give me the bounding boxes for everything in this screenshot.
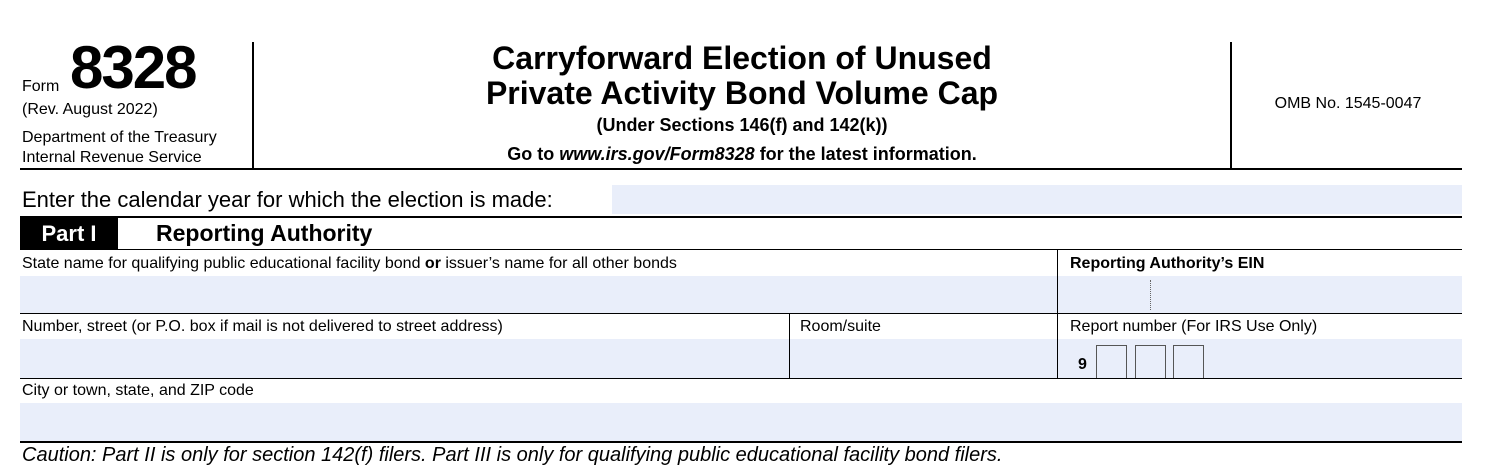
department-name: Department of the Treasury xyxy=(22,129,217,146)
calendar-year-input[interactable] xyxy=(612,185,1462,214)
part1-title: Reporting Authority xyxy=(156,220,373,246)
omb-number: OMB No. 1545-0047 xyxy=(1274,95,1422,112)
room-suite-label: Room/suite xyxy=(800,318,881,335)
state-name-label xyxy=(22,255,677,273)
ein-input[interactable] xyxy=(1058,276,1462,313)
part1-badge: Part I xyxy=(20,218,118,249)
form-number: 8328 xyxy=(70,34,196,101)
ein-separator xyxy=(1150,280,1151,310)
form-title-line2: Private Activity Bond Volume Cap xyxy=(485,75,999,111)
revision-date: (Rev. August 2022) xyxy=(22,101,158,118)
ein-label: Reporting Authority’s EIN xyxy=(1070,255,1265,272)
irs-form-link[interactable]: www.irs.gov/Form8328 xyxy=(559,144,755,164)
street-label: Number, street (or P.O. box if mail is not delivered to street address) xyxy=(22,318,503,335)
service-name: Internal Revenue Service xyxy=(22,149,202,166)
state-name-input[interactable] xyxy=(20,276,1057,313)
report-number-box-3 xyxy=(1173,345,1204,378)
part1-header-rule xyxy=(20,249,1462,250)
form-word: Form xyxy=(22,78,60,95)
city-input[interactable] xyxy=(20,403,1462,441)
state-name-label-or: or xyxy=(424,255,441,272)
room-suite-input[interactable] xyxy=(790,339,1057,378)
part1-bottom-rule xyxy=(20,441,1462,443)
form-subtitle: (Under Sections 146(f) and 142(k)) xyxy=(596,115,888,135)
report-number-box-1 xyxy=(1096,345,1127,378)
row1-bottom-rule xyxy=(20,313,1462,314)
city-label: City or town, state, and ZIP code xyxy=(22,382,254,399)
report-number-label: Report number (For IRS Use Only) xyxy=(1070,318,1318,335)
report-number-prefix: 9 xyxy=(1078,356,1087,373)
row2-bottom-rule xyxy=(20,378,1462,379)
state-name-label-a: State name for qualifying public educational facility bond xyxy=(22,255,425,272)
goto-suffix: for the latest information. xyxy=(754,144,977,164)
calendar-year-label: Enter the calendar year for which the election is made: xyxy=(22,187,553,212)
state-name-label-b: issuer’s name for all other bonds xyxy=(440,255,677,272)
goto-line xyxy=(254,144,1230,165)
goto-prefix: Go to xyxy=(507,144,560,164)
part1-top-rule xyxy=(20,216,1462,218)
report-number-box-2 xyxy=(1135,345,1166,378)
street-input[interactable] xyxy=(20,339,789,378)
form-title-line1: Carryforward Election of Unused xyxy=(492,40,992,76)
caution-text: Caution: Part II is only for section 142(f) filers. Part III is only for qualifying public educational facility bond filers. xyxy=(22,444,1003,466)
header-bottom-rule xyxy=(20,168,1462,170)
